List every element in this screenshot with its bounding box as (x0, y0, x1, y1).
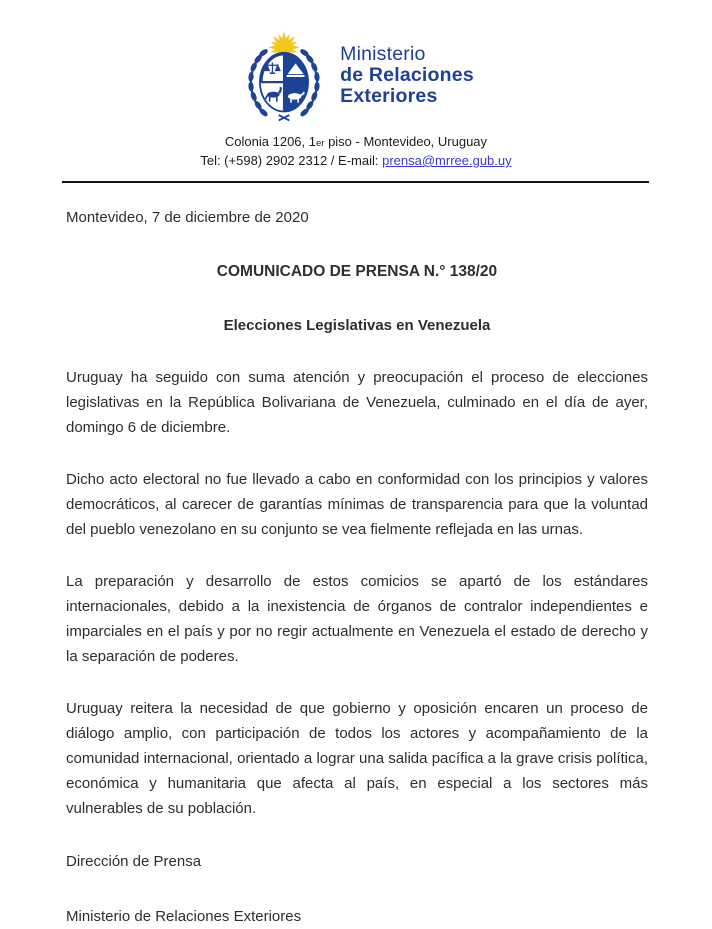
paragraph-1: Uruguay ha seguido con suma atención y preocupación el proceso de elecciones legislativas en la República Bolivariana de Venezuela, culminado en el día de ayer, domingo 6 de diciembre. (66, 369, 648, 436)
press-release-body (0, 183, 712, 929)
letterhead-address (200, 133, 511, 169)
paragraph-3: La preparación y desarrollo de estos comicios se apartó de los estándares internacionales, debido a la inexistencia de órganos de contralor independientes e imparciales en el país y por no regir actualmente en Venezuela el estado de derecho y la separación de poderes. (66, 573, 648, 665)
ministry-name-line2: de Relaciones (340, 63, 474, 86)
paragraph-2: Dicho acto electoral no fue llevado a cabo en conformidad con los principios y valores democráticos, al carecer de garantías mínimas de transparencia para que la voluntad del pueblo venezolano en su conjunto se vea fielmente reflejada en las urnas. (66, 471, 648, 538)
address-line: Colonia 1206, 1er piso - Montevideo, Uruguay (224, 134, 488, 149)
paragraph-4: Uruguay reitera la necesidad de que gobierno y oposición encaren un proceso de diálogo amplio, con participación de todos los actores y acompañamiento de la comunidad internacional, orientado a lograr una salida pacífica a la grave crisis política, económica y humanitaria que afecta al país, en especial a los sectores más vulnerables de su población. (66, 700, 648, 817)
dateline: Montevideo, 7 de diciembre de 2020 (66, 209, 309, 226)
ministry-logo (238, 26, 474, 124)
uruguay-coat-of-arms-icon (238, 26, 330, 124)
signature-ministry: Ministerio de Relaciones Exteriores (66, 908, 302, 925)
contact-line: Tel: (+598) 2902 2312 / E-mail: prensa@mrree.gub.uy (200, 153, 512, 168)
ministry-name (340, 44, 474, 107)
signature-office: Dirección de Prensa (66, 853, 202, 870)
ministry-name-line1: Ministerio (340, 42, 426, 65)
letterhead (0, 0, 712, 169)
press-release-subtitle: Elecciones Legislativas en Venezuela (223, 317, 491, 334)
press-release-title: COMUNICADO DE PRENSA N.° 138/20 (216, 263, 498, 280)
ministry-name-line3: Exteriores (340, 84, 438, 107)
email-link[interactable]: prensa@mrree.gub.uy (382, 153, 512, 168)
